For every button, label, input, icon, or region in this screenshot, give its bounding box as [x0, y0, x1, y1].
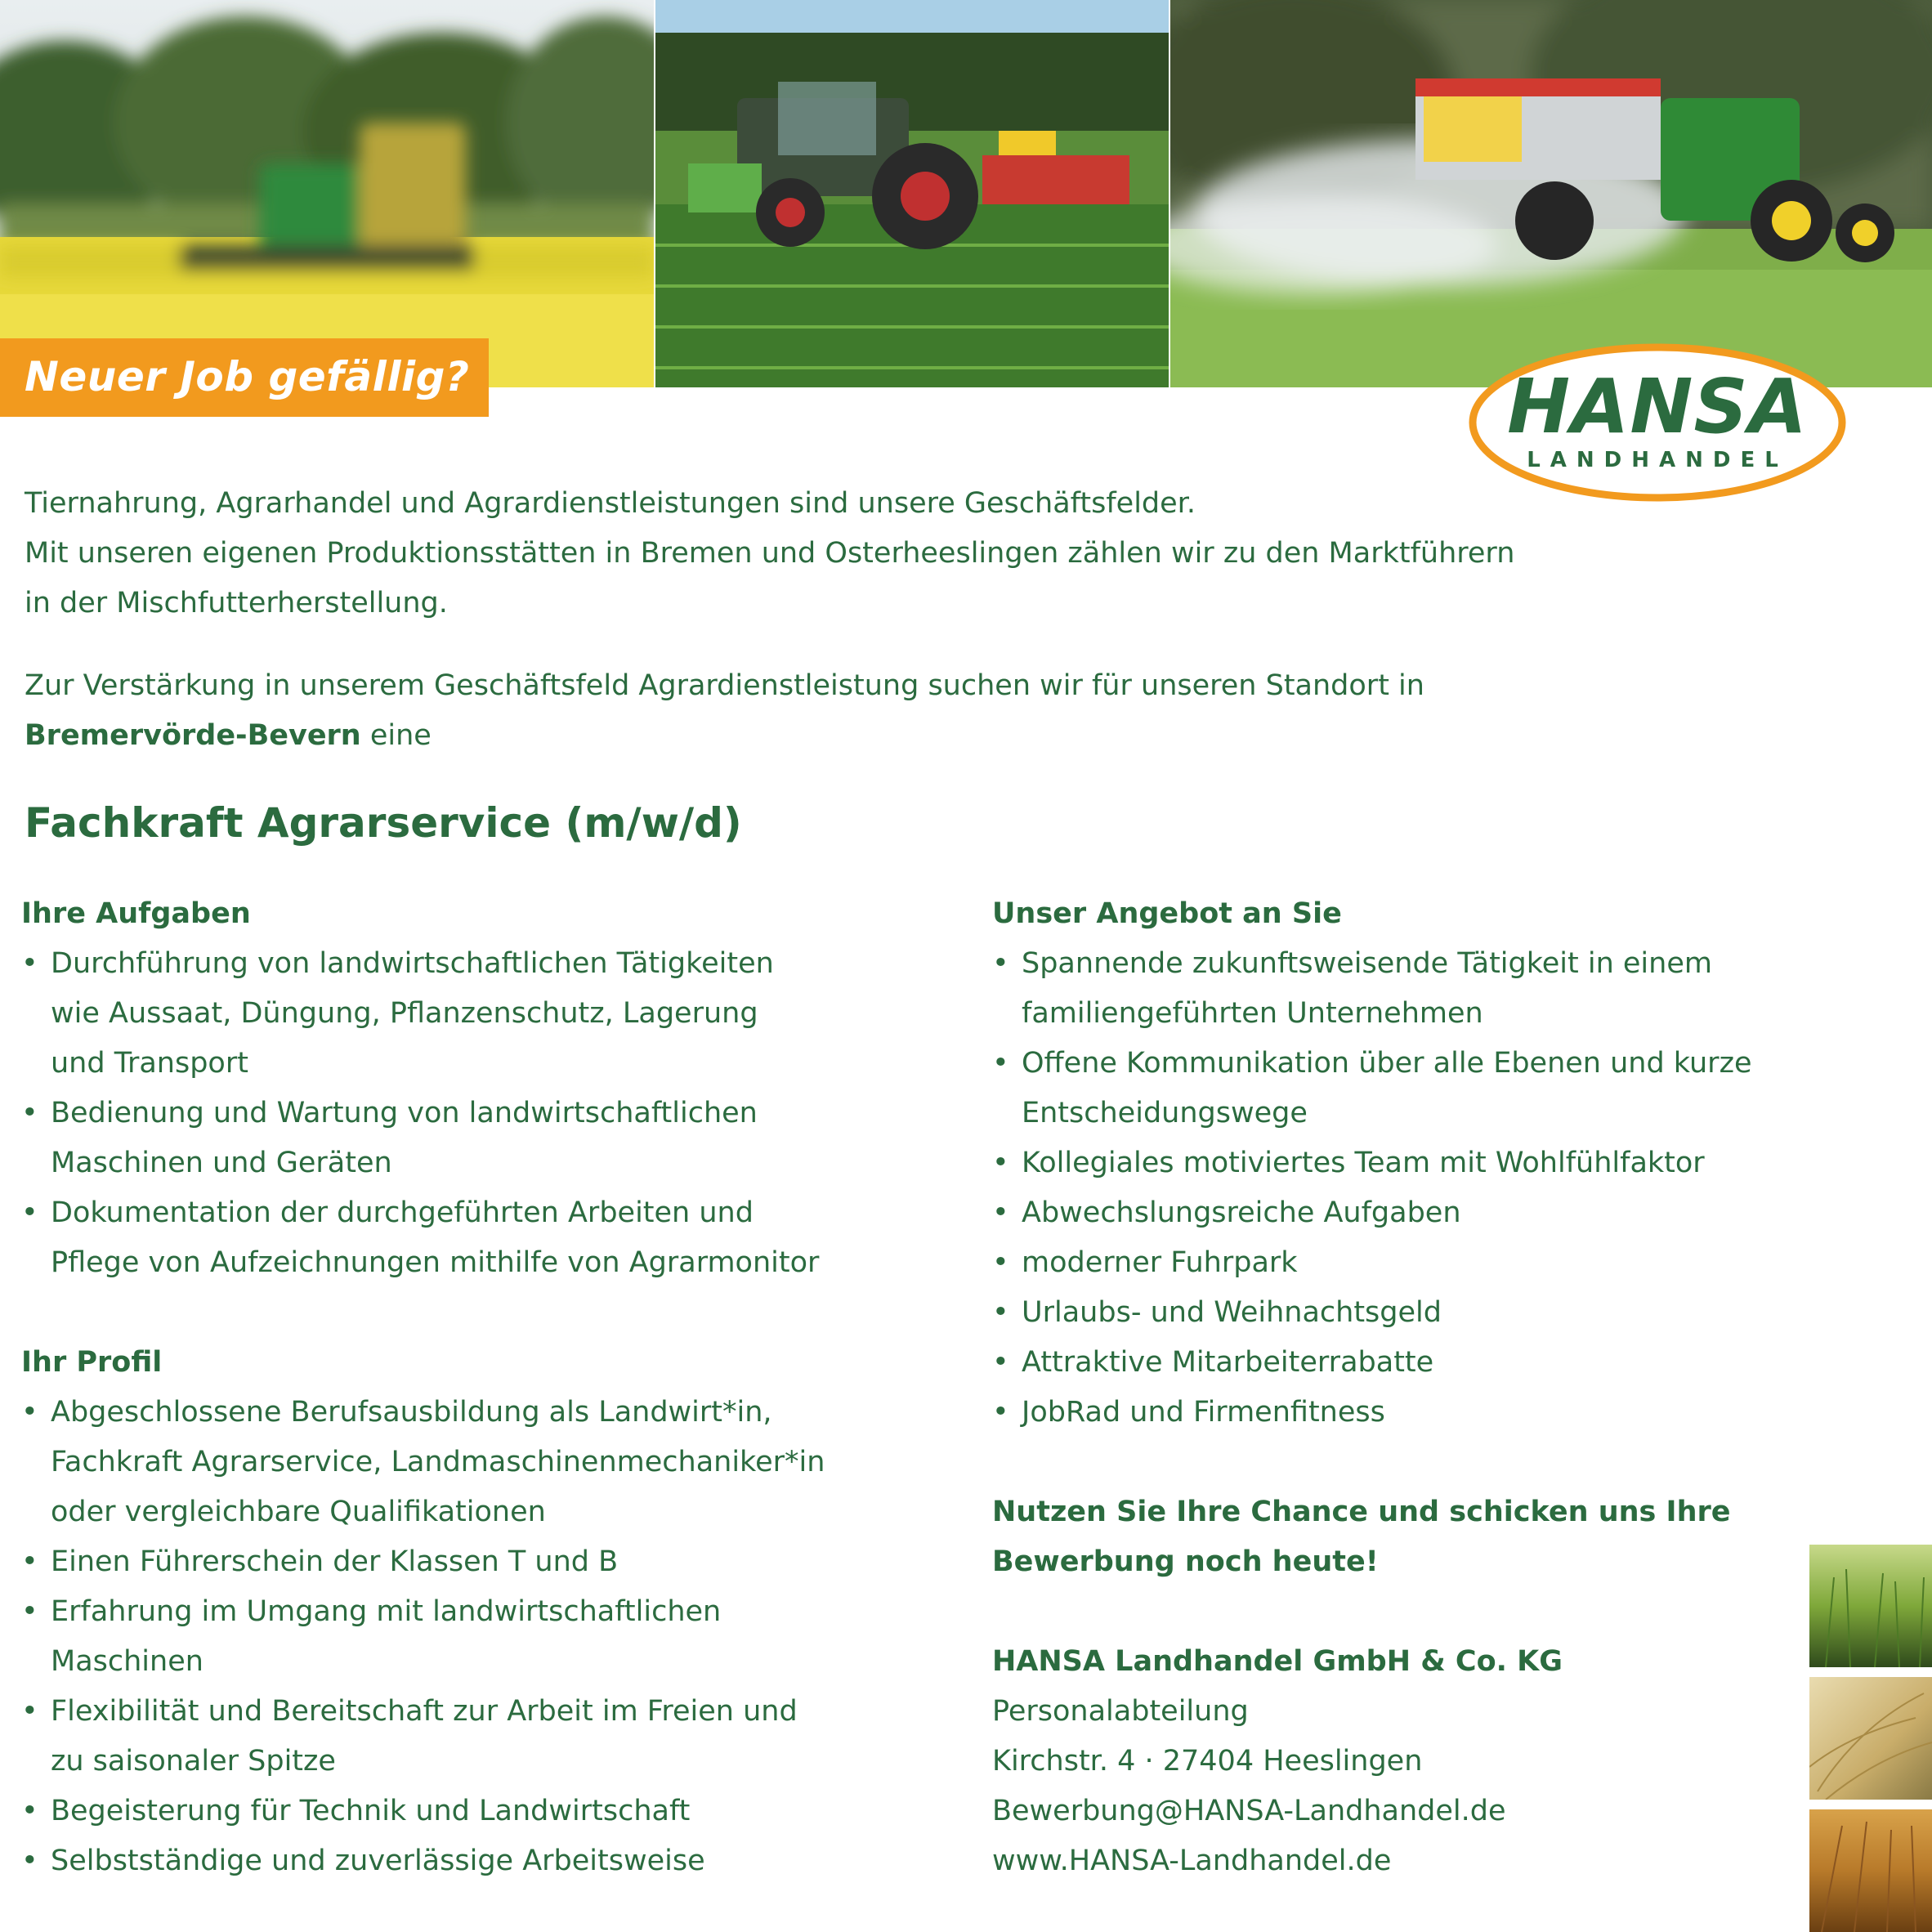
address: Kirchstr. 4 · 27404 Heeslingen	[992, 1745, 1423, 1778]
list-item: • Abwechslungsreiche Aufgaben	[992, 1188, 1899, 1238]
thumb-green-grass	[1809, 1545, 1932, 1667]
website-link[interactable]: www.HANSA-Landhandel.de	[992, 1845, 1392, 1877]
intro-line-4: Zur Verstärkung in unserem Geschäftsfeld Agrardienstleistung suchen wir für unseren Standort in	[25, 669, 1424, 702]
list-item: • Bedienung und Wartung von landwirtschaftlichen Maschinen und Geräten	[21, 1089, 977, 1188]
headline-banner	[0, 338, 489, 417]
list-item: • Selbstständige und zuverlässige Arbeitsweise	[21, 1836, 977, 1886]
list-item: • JobRad und Firmenfitness	[992, 1388, 1899, 1438]
intro-line-2: Mit unseren eigenen Produktionsstätten in Bremen und Osterheeslingen zählen wir zu den Marktführern	[25, 537, 1515, 570]
company-name: HANSA Landhandel GmbH & Co. KG	[992, 1645, 1563, 1678]
email-link[interactable]: Bewerbung@HANSA-Landhandel.de	[992, 1795, 1506, 1827]
list-item: • Kollegiales motiviertes Team mit Wohlfühlfaktor	[992, 1138, 1899, 1188]
list-item: • moderner Fuhrpark	[992, 1238, 1899, 1288]
list-item: • Flexibilität und Bereitschaft zur Arbeit im Freien und zu saisonaler Spitze	[21, 1687, 977, 1787]
right-column	[992, 889, 1899, 1886]
offer-title: Unser Angebot an Sie	[992, 897, 1342, 930]
list-item: • Erfahrung im Umgang mit landwirtschaftlichen Maschinen	[21, 1587, 977, 1687]
photo-tractor-seeding	[655, 0, 1169, 387]
profile-title: Ihr Profil	[21, 1346, 163, 1379]
thumb-barley	[1809, 1809, 1932, 1932]
list-item: • Durchführung von landwirtschaftlichen Tätigkeiten wie Aussaat, Düngung, Pflanzenschutz, Lagerung und Transport	[21, 939, 977, 1089]
offer-list	[992, 939, 1899, 1438]
tasks-title: Ihre Aufgaben	[21, 897, 251, 930]
department: Personalabteilung	[992, 1695, 1249, 1728]
intro-location-line	[25, 711, 1790, 761]
photo-rapeseed-field	[0, 0, 654, 387]
list-item: • Attraktive Mitarbeiterrabatte	[992, 1338, 1899, 1388]
left-column	[21, 889, 977, 1886]
thumb-wheat	[1809, 1677, 1932, 1800]
location-name: Bremervörde-Bevern	[25, 719, 361, 752]
list-item: • Spannende zukunftsweisende Tätigkeit in einem familiengeführten Unternehmen	[992, 939, 1899, 1039]
intro-text	[25, 479, 1790, 761]
intro-line-3: in der Mischfutterherstellung.	[25, 587, 448, 619]
logo-subtitle: LANDHANDEL	[1527, 448, 1788, 472]
list-item: • Einen Führerschein der Klassen T und B	[21, 1537, 977, 1587]
list-item: • Dokumentation der durchgeführten Arbeiten und Pflege von Aufzeichnungen mithilfe von Agrarmonitor	[21, 1188, 977, 1288]
tasks-list	[21, 939, 977, 1288]
call-to-action: Nutzen Sie Ihre Chance und schicken uns Ihre Bewerbung noch heute!	[992, 1496, 1731, 1578]
profile-list	[21, 1388, 977, 1886]
intro-line-1: Tiernahrung, Agrarhandel und Agrardienstleistungen sind unsere Geschäftsfelder.	[25, 487, 1196, 520]
job-title: Fachkraft Agrarservice (m/w/d)	[25, 799, 742, 847]
location-suffix: eine	[360, 719, 432, 752]
list-item: • Begeisterung für Technik und Landwirtschaft	[21, 1787, 977, 1836]
list-item: • Abgeschlossene Berufsausbildung als Landwirt*in, Fachkraft Agrarservice, Landmaschinenmechaniker*in oder vergleichbare Qualifikationen	[21, 1388, 977, 1537]
list-item: • Urlaubs- und Weihnachtsgeld	[992, 1288, 1899, 1338]
logo-name: HANSA	[1507, 363, 1808, 450]
list-item: • Offene Kommunikation über alle Ebenen und kurze Entscheidungswege	[992, 1039, 1899, 1138]
headline-text: Neuer Job gefällig?	[25, 353, 470, 400]
photo-fertilizer-spreader	[1170, 0, 1932, 387]
